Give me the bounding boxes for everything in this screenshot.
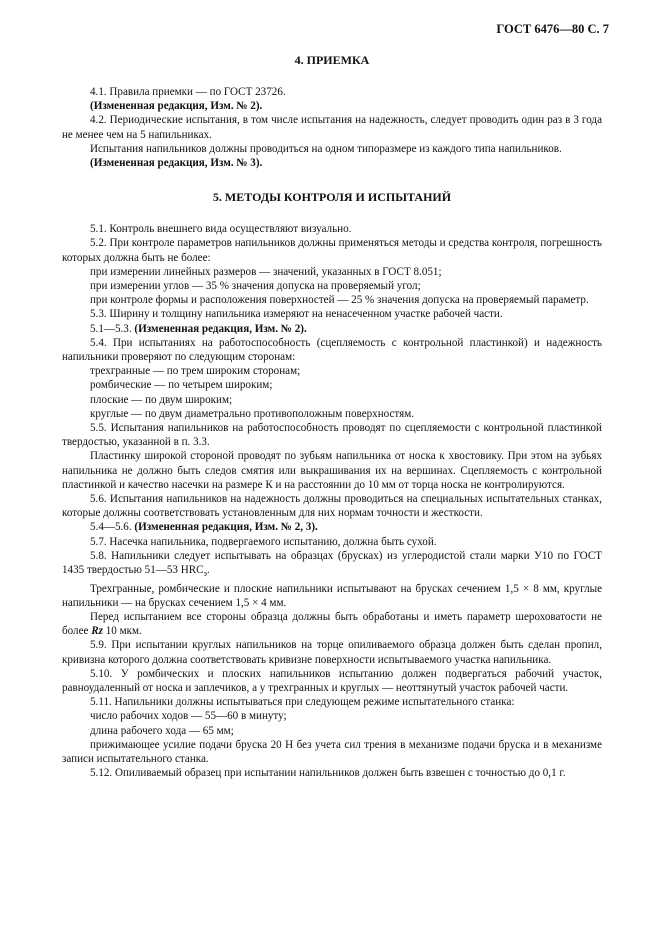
para-4-1: 4.1. Правила приемки — по ГОСТ 23726. xyxy=(90,86,286,98)
para-5-1: 5.1. Контроль внешнего вида осуществляют визуально. xyxy=(90,223,352,236)
edition-note-3-text: (Измененная редакция, Изм. № 2). xyxy=(134,322,307,335)
document-body xyxy=(62,53,602,780)
para-5-6: 5.6. Испытания напильников на надежность должны проводиться на специальных испытательных станках, которые должны соответствовать установленным для них нормам точности и жесткости. xyxy=(62,493,602,520)
edition-note-3-range: 5.1—5.3. xyxy=(90,322,132,335)
para-5-2a: при измерении линейных размеров — значений, указанных в ГОСТ 8.051; xyxy=(90,265,442,278)
para-5-9: 5.9. При испытании круглых напильников на торце опиливаемого образца должен быть сделан пропил, кривизна которого должна соответствовать кривизне поверхности испытываемого участка напильника. xyxy=(62,639,602,666)
para-5-8-text: 5.8. Напильники следует испытывать на образцах (брусках) из углеродистой стали марки У10 по ГОСТ 1435 твердостью 51—53 HRC xyxy=(62,549,602,577)
para-5-4a: трехгранные — по трем широким сторонам; xyxy=(90,365,301,378)
edition-note-2: (Измененная редакция, Изм. № 3). xyxy=(90,157,263,170)
rz-symbol: Rz xyxy=(91,625,103,638)
para-5-11b: длина рабочего хода — 65 мм; xyxy=(90,724,234,737)
edition-note-1: (Измененная редакция, Изм. № 2). xyxy=(90,100,263,113)
edition-note-4-range: 5.4—5.6. xyxy=(90,521,132,534)
para-5-11: 5.11. Напильники должны испытываться при следующем режиме испытательного станка: xyxy=(90,696,515,709)
para-5-5: 5.5. Испытания напильников на работоспособность проводят по сцепляемости с контрольной пластинкой твердостью, указанной в п. 3.3. xyxy=(62,422,602,449)
para-5-4: 5.4. При испытаниях на работоспособность (сцепляемость с контрольной пластинкой) и надежность напильники проверяют по следующим сторонам: xyxy=(62,336,602,364)
page-header: ГОСТ 6476—80 С. 7 xyxy=(496,22,609,36)
para-5-10: 5.10. У ромбических и плоских напильников испытанию должен подвергаться рабочий участок, равноудаленный от носка и заплечиков, а у трехгранных и круглых — неоттянутый участок рабочей части. xyxy=(62,667,602,694)
para-5-8c-end: 10 мкм. xyxy=(102,625,142,638)
para-5-12: 5.12. Опиливаемый образец при испытании напильников должен быть взвешен с точностью до 0,1 г. xyxy=(90,767,566,780)
para-5-3: 5.3. Ширину и толщину напильника измеряют на ненасеченном участке рабочей части. xyxy=(90,308,503,321)
para-4-2: 4.2. Периодические испытания, в том числе испытания на надежность, следует проводить один раз в 3 года не менее чем на 5 напильниках. xyxy=(62,114,602,141)
edition-note-4 xyxy=(62,520,602,534)
para-5-4d: круглые — по двум диаметрально противоположным поверхностям. xyxy=(90,407,415,420)
para-5-4c: плоские — по двум широким; xyxy=(90,393,233,406)
para-5-8: 5.8. Напильники следует испытывать на образцах (брусках) из углеродистой стали марки У10 по ГОСТ 1435 твердостью 51—53 $HRC_э$. xyxy=(62,549,602,579)
para-5-8c xyxy=(62,610,602,638)
para-5-8b: Трехгранные, ромбические и плоские напильники испытывают на брусках сечением 1,5 × 8 мм, круглые напильники — на брусках сечением 1,5 × 4 мм. xyxy=(62,582,602,609)
para-5-2b: при измерении углов — 35 % значения допуска на проверяемый угол; xyxy=(90,280,421,293)
para-5-11c: прижимающее усилие подачи бруска 20 Н без учета сил трения в механизме подачи бруска и в механизме записи испытательного станка. xyxy=(62,738,602,765)
para-5-5b: Пластинку широкой стороной проводят по зубьям напильника от носка к хвостовику. При этом на зубьях напильника не должно быть следов смятия или выкрашивания их на вершинах. Сцепляемость с контрольной пластинкой и качество насечки на размере К и на расстоянии до 10 мм от торца носка не контролируются. xyxy=(62,450,602,491)
para-5-2: 5.2. При контроле параметров напильников должны применяться методы и средства контроля, погрешность которых должна быть не более: xyxy=(62,237,602,264)
section-5-heading: 5. МЕТОДЫ КОНТРОЛЯ И ИСПЫТАНИЙ xyxy=(212,190,452,205)
para-5-11a: число рабочих ходов — 55—60 в минуту; xyxy=(90,710,287,723)
edition-note-4-text: (Измененная редакция, Изм. № 2, 3). xyxy=(134,521,318,534)
para-5-2c: при контроле формы и расположения поверхностей — 25 % значения допуска на проверяемый параметр. xyxy=(90,294,589,307)
para-5-8c-text: Перед испытанием все стороны образца должны быть обработаны и иметь параметр шероховатости не более xyxy=(62,610,602,638)
para-5-7: 5.7. Насечка напильника, подвергаемого испытанию, должна быть сухой. xyxy=(90,535,437,548)
edition-note-3 xyxy=(62,322,602,336)
para-5-4b: ромбические — по четырем широким; xyxy=(90,379,273,392)
section-4-heading: 4. ПРИЕМКА xyxy=(294,53,370,67)
hrc-subscript: э xyxy=(203,569,207,579)
para-4-2b: Испытания напильников должны проводиться на одном типоразмере из каждого типа напильников. xyxy=(90,142,562,155)
